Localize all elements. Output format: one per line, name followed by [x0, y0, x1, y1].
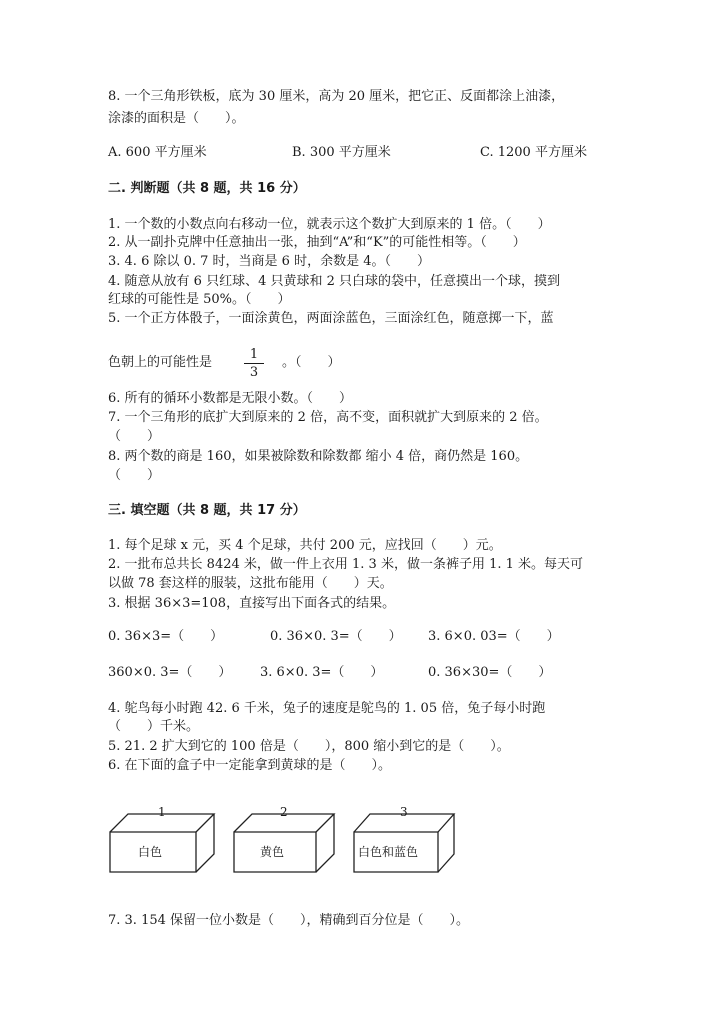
s2-q7-line2: （ ） — [108, 429, 161, 444]
s3-q3: 3. 根据 36×3=108，直接写出下面各式的结果。 — [108, 596, 396, 611]
box-1-label: 白色 — [138, 845, 163, 859]
s2-q3: 3. 4. 6 除以 0. 7 时，当商是 6 时，余数是 4。（ ） — [108, 254, 430, 269]
calc-item: 0. 36×0. 3=（ ） — [270, 629, 402, 644]
box-1-drawing — [108, 810, 220, 874]
s3-q1: 1. 每个足球 x 元，买 4 个足球，共付 200 元，应找回（ ）元。 — [108, 538, 502, 553]
s3-q4-line2: （ ）千米。 — [108, 719, 200, 734]
calc-item: 3. 6×0. 03=（ ） — [428, 629, 560, 644]
box-3-number: 3 — [400, 805, 408, 819]
s3-q2-line2: 以做 78 套这样的服装，这批布能用（ ）天。 — [108, 576, 393, 591]
fraction-numerator: 1 — [244, 348, 264, 364]
box-figure-2 — [232, 805, 344, 874]
q8-option-b: B. 300 平方厘米 — [292, 145, 391, 160]
fraction-denominator: 3 — [249, 365, 259, 380]
box-2-number: 2 — [280, 805, 288, 819]
s3-q2-line1: 2. 一批布总共长 8424 米，做一件上衣用 1. 3 米，做一条裤子用 1. 1 米。每天可 — [108, 557, 584, 572]
s2-q8-line1: 8. 两个数的商是 160，如果被除数和除数都 缩小 4 倍，商仍然是 160。 — [108, 449, 529, 464]
q8-option-a: A. 600 平方厘米 — [108, 145, 207, 160]
section2-title: 二. 判断题（共 8 题，共 16 分） — [108, 181, 306, 196]
s3-q6: 6. 在下面的盒子中一定能拿到黄球的是（ ）。 — [108, 758, 392, 773]
s2-q4-line2: 红球的可能性是 50%。（ ） — [108, 292, 291, 307]
box-2-label: 黄色 — [260, 845, 285, 859]
s2-q2: 2. 从一副扑克牌中任意抽出一张，抽到“A”和“K”的可能性相等。（ ） — [108, 235, 526, 250]
s2-q5-line2a: 色朝上的可能性是 — [108, 355, 213, 370]
calc-item: 0. 36×3=（ ） — [108, 629, 224, 644]
s2-q6: 6. 所有的循环小数都是无限小数。（ ） — [108, 391, 353, 406]
s3-q4-line1: 4. 鸵鸟每小时跑 42. 6 千米，兔子的速度是鸵鸟的 1. 05 倍，兔子每小时跑 — [108, 701, 546, 716]
box-figure-3 — [352, 805, 464, 874]
box-3-label: 白色和蓝色 — [358, 845, 419, 859]
s2-q5-line1: 5. 一个正方体骰子，一面涂黄色，两面涂蓝色，三面涂红色，随意掷一下，蓝 — [108, 311, 554, 326]
one-third-fraction — [244, 348, 264, 379]
calc-item: 3. 6×0. 3=（ ） — [260, 665, 384, 680]
q8-mc-line2: 涂漆的面积是（ ）。 — [108, 111, 245, 126]
calc-item: 360×0. 3=（ ） — [108, 665, 232, 680]
s2-q5-line2b: 。（ ） — [282, 355, 341, 370]
s2-q7-line1: 7. 一个三角形的底扩大到原来的 2 倍，高不变，面积就扩大到原来的 2 倍。 — [108, 410, 548, 425]
s3-q7: 7. 3. 154 保留一位小数是（ ），精确到百分位是（ ）。 — [108, 913, 470, 928]
s2-q4-line1: 4. 随意从放有 6 只红球、4 只黄球和 2 只白球的袋中，任意摸出一个球，摸到 — [108, 274, 561, 289]
section3-title: 三. 填空题（共 8 题，共 17 分） — [108, 503, 306, 518]
calc-item: 0. 36×30=（ ） — [428, 665, 552, 680]
s2-q8-line2: （ ） — [108, 468, 161, 483]
s2-q1: 1. 一个数的小数点向右移动一位，就表示这个数扩大到原来的 1 倍。（ ） — [108, 217, 551, 232]
box-3-drawing — [352, 810, 464, 874]
q8-option-c: C. 1200 平方厘米 — [480, 145, 587, 160]
q8-mc-line1: 8. 一个三角形铁板，底为 30 厘米，高为 20 厘米，把它正、反面都涂上油漆， — [108, 89, 565, 104]
box-figure-1 — [108, 805, 220, 874]
box-1-number: 1 — [158, 805, 166, 819]
s3-q5: 5. 21. 2 扩大到它的 100 倍是（ ），800 缩小到它的是（ ）。 — [108, 739, 510, 754]
box-2-drawing — [232, 810, 344, 874]
